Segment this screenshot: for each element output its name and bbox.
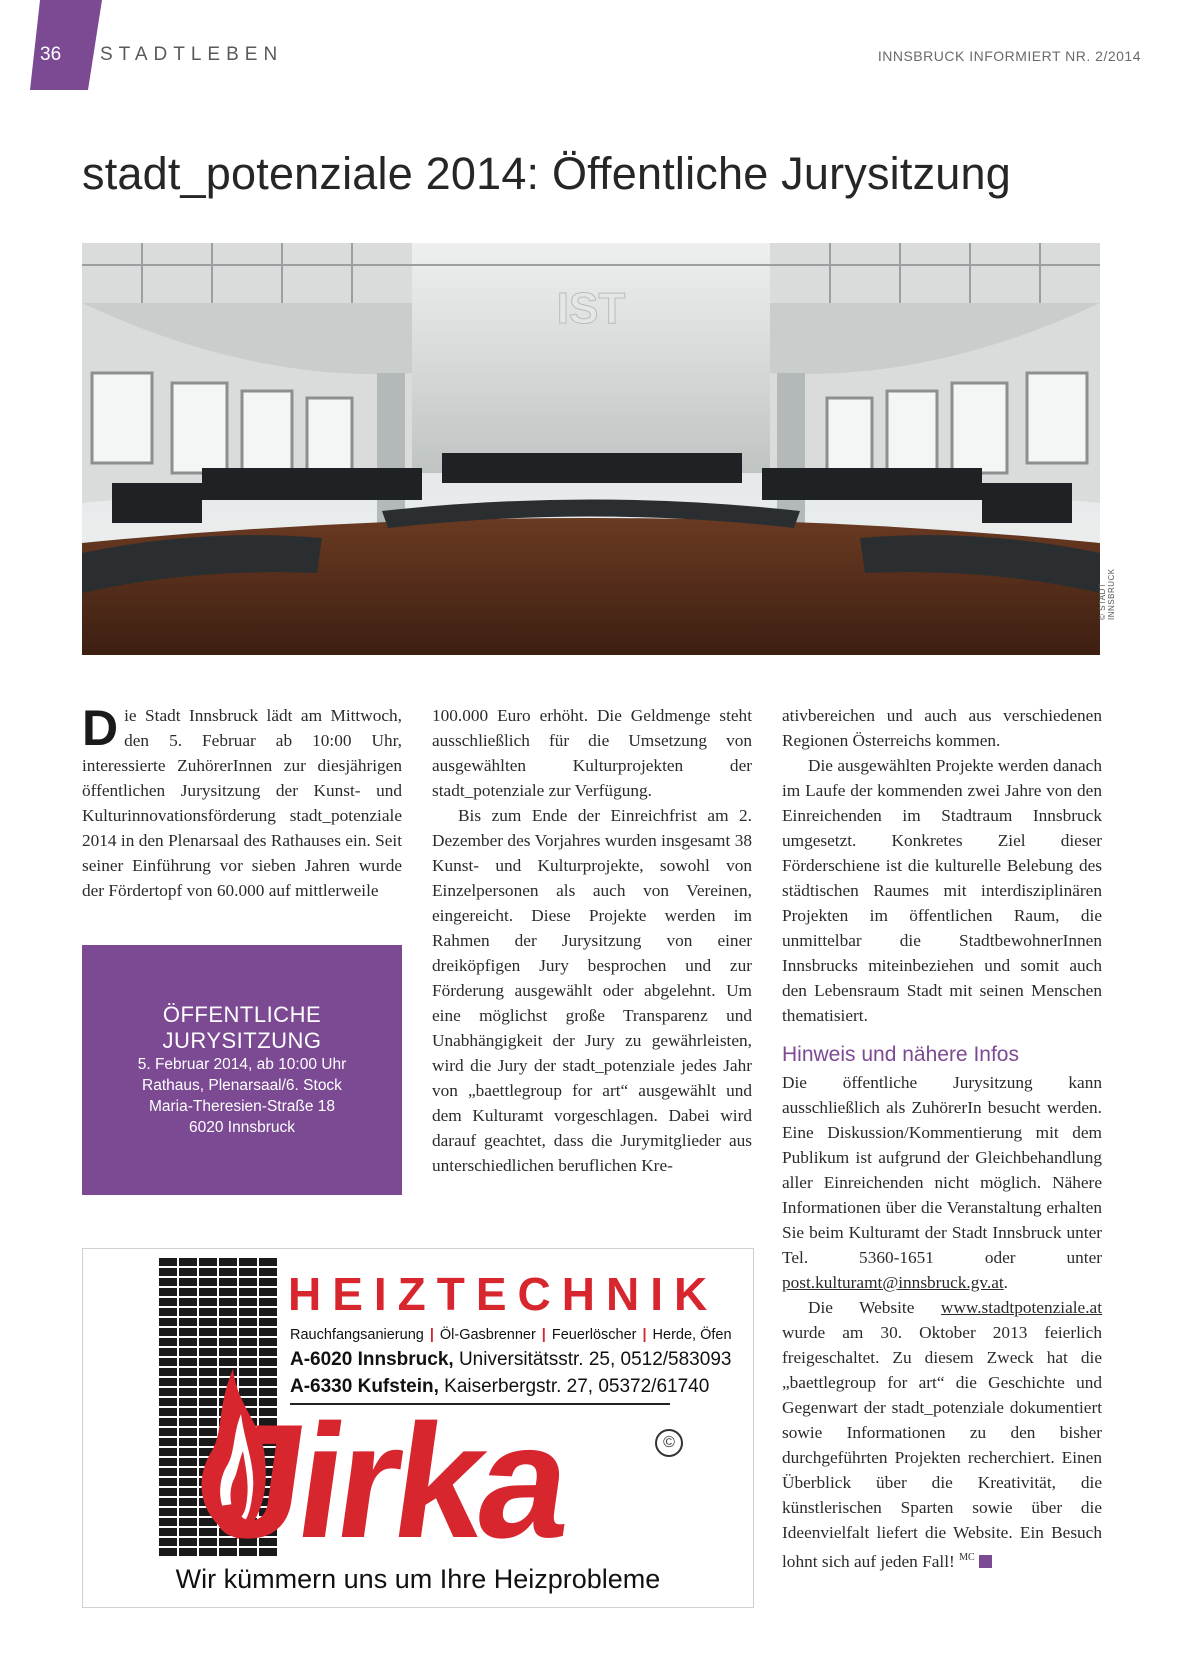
drop-cap: D: [82, 700, 119, 756]
photo-credit: © STADT INNSBRUCK: [1098, 568, 1116, 620]
plenary-hall-photo: [82, 243, 1100, 655]
col1-paragraph-1: ie Stadt Innsbruck lädt am Mittwoch, den 5. Februar ab 10:00 Uhr, interessierte ZuhörerInnen zur diesjährigen öffentlichen Jurysitzung der Kunst- und Kulturinnovationsförderung stadt_potenziale 2014 in den Plenarsaal des Rathauses ein. Seit seiner Einführung vor sieben Jahren wurde der Fördertopf von 60.000 auf mittlerweile: [82, 706, 402, 900]
infobox-heading-1: ÖFFENTLICHE: [162, 1002, 322, 1027]
infobox-date: 5. Februar 2014, ab 10:00 Uhr: [137, 1056, 347, 1073]
infobox-street: Maria-Theresien-Straße 18: [148, 1098, 336, 1115]
service-item: Öl-Gasbrenner: [439, 1327, 536, 1343]
col3-paragraph-1: ativbereichen und auch aus verschiedenen Regionen Österreichs kommen.: [782, 706, 1102, 750]
address-city: A-6330 Kufstein,: [290, 1376, 439, 1397]
ad-slogan: Wir kümmern uns um Ihre Heizprobleme: [175, 1564, 661, 1594]
email-link[interactable]: post.kulturamt@innsbruck.gv.at: [782, 1273, 1004, 1292]
section-label: STADTLEBEN: [100, 44, 284, 65]
ad-services-list: [290, 1327, 732, 1343]
article-column-3: [782, 703, 1102, 1574]
article-column-1: [82, 700, 402, 903]
ad-address-innsbruck: [290, 1349, 731, 1371]
jirka-advertisement: [82, 1248, 754, 1608]
address-details: Universitätsstr. 25, 0512/583093: [453, 1349, 732, 1370]
end-mark-icon: [979, 1555, 992, 1568]
col2-paragraph-2: Bis zum Ende der Einreichfrist am 2. Dezember des Vorjahres wurden insgesamt 38 Kunst- und Kulturprojekte, sowohl von Einzelpersonen als auch von Vereinen, eingereicht. Diese Projekte werden im Rahmen der Jurysitzung von einer dreiköpfigen Jury besprochen und zur Förderung ausgewählt oder abgelehnt. Um eine möglichst große Transparenz und Unabhängigkeit der Jury zu gewährleisten, wird die Jury der stadt_potenziale jedes Jahr von „baettlegroup for art“ ausgewählt und dem Kulturamt vorgeschlagen. Dabei wird darauf geachtet, dass die Jurymitglieder aus unterschiedlichen beruflichen Kre-: [432, 806, 752, 1175]
separator: |: [642, 1327, 647, 1343]
separator: |: [429, 1327, 434, 1343]
infobox-heading-2: JURYSITZUNG: [162, 1028, 322, 1053]
infobox-location: Rathaus, Plenarsaal/6. Stock: [142, 1077, 342, 1094]
event-info-box: [82, 945, 402, 1195]
subheading-info: Hinweis und nähere Infos: [782, 1043, 1019, 1066]
address-city: A-6020 Innsbruck,: [290, 1349, 454, 1370]
photo-wall-text: IST: [556, 284, 626, 333]
service-item: Rauchfangsanierung: [290, 1327, 424, 1343]
service-item: Herde, Öfen: [652, 1327, 732, 1343]
issue-label: INNSBRUCK INFORMIERT NR. 2/2014: [877, 48, 1141, 64]
page-number: 36: [40, 44, 62, 65]
website-link[interactable]: www.stadtpotenziale.at: [940, 1298, 1102, 1317]
article-column-2: [432, 703, 752, 1178]
col3-paragraph-3: Die öffentliche Jurysitzung kann ausschließlich als ZuhörerIn besucht werden. Eine Diskussion/Kommentierung mit dem Publikum ist aufgrund der Gleichbehandlung aller Einreichenden nicht möglich. Nähere Informationen über die Veranstaltung erhalten Sie beim Kulturamt der Stadt Innsbruck unter Tel. 5360-1651 oder unter: [782, 1073, 1102, 1267]
separator: |: [541, 1327, 546, 1343]
ad-headline: HEIZTECHNIK: [288, 1268, 719, 1320]
address-details: Kaiserbergstr. 27, 05372/61740: [438, 1376, 710, 1397]
copyright-icon: ©: [655, 1429, 683, 1457]
infobox-city: 6020 Innsbruck: [189, 1119, 295, 1136]
brand-logo: Jirka: [202, 1391, 577, 1572]
article-title: stadt_potenziale 2014: Öffentliche Jurysitzung: [82, 148, 1011, 199]
col3-paragraph-4: Die Website: [808, 1298, 941, 1317]
col3-paragraph-4-rest: wurde am 30. Oktober 2013 feierlich freigeschaltet. Zu diesem Zweck hat die „baettlegroup for art“ die Geschichte und Gegenwart der stadt_potenziale dokumentiert sowie Informationen zu den bisher durchgeführten Projekten recherchiert. Einen Überblick über die Kreativität, die künstlerischen Sparten sowie über die Ideenvielfalt liefert die Website. Ein Besuch lohnt sich auf jeden Fall!: [782, 1323, 1102, 1571]
col3-paragraph-3-end: .: [1003, 1273, 1008, 1292]
service-item: Feuerlöscher: [551, 1327, 637, 1343]
col3-paragraph-2: Die ausgewählten Projekte werden danach im Laufe der kommenden zwei Jahre von den Einreichenden im Stadtraum Innsbruck umgesetzt. Konkretes Ziel dieser Förderschiene ist die kulturelle Belebung des städtischen Raumes mit interdisziplinären Projekten im öffentlichen Raum, die unmittelbar die StadtbewohnerInnen Innsbrucks miteinbeziehen und somit auch den Lebensraum Stadt mit seinen Menschen thematisiert.: [782, 756, 1102, 1025]
author-signature: MC: [959, 1552, 975, 1563]
col2-paragraph-1: 100.000 Euro erhöht. Die Geldmenge steht ausschließlich für die Umsetzung von ausgewählten Kulturprojekten der stadt_potenziale zur Verfügung.: [432, 706, 752, 800]
